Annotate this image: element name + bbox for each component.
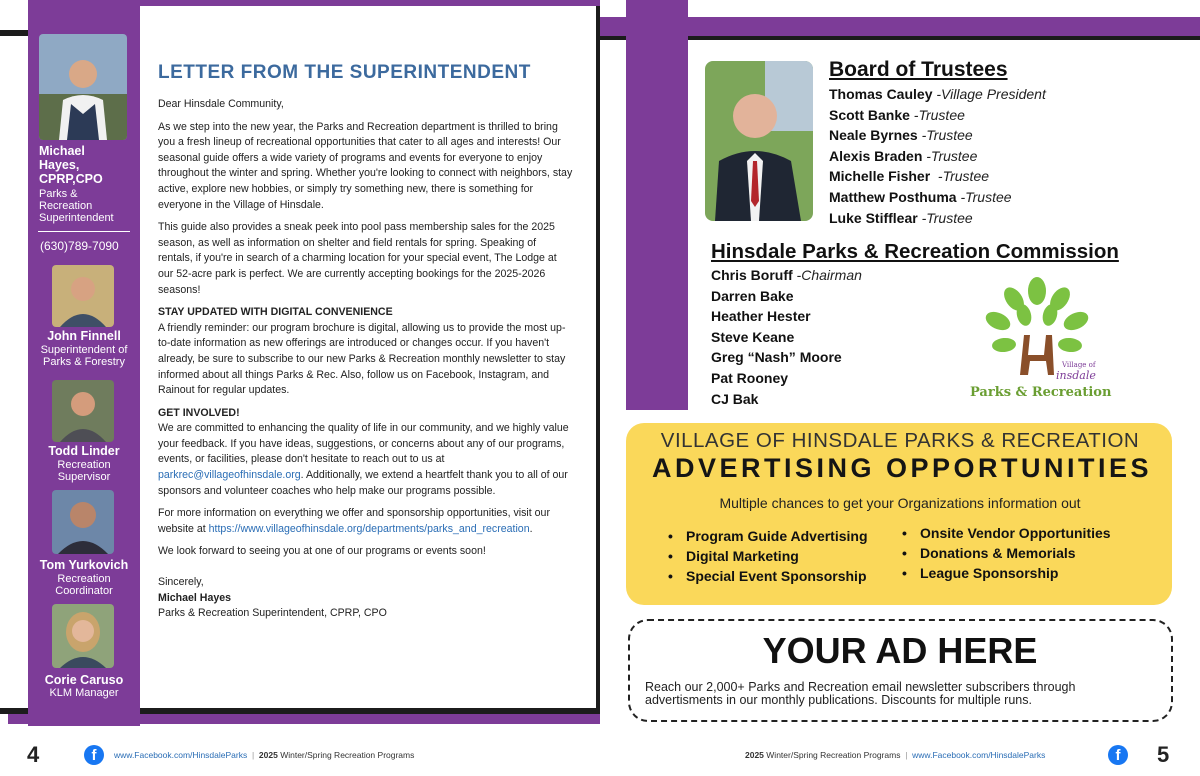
list-item: • Digital Marketing [668, 546, 868, 566]
thomas-cauley-photo [705, 61, 813, 221]
letter-heading-digital: STAY UPDATED WITH DIGITAL CONVENIENCE [158, 306, 393, 319]
advertising-title: ADVERTISING OPPORTUNITIES [651, 453, 1153, 483]
letter-signer-title: Parks & Recreation Superintendent, CPRP, CPO [158, 607, 387, 620]
list-item: Scott Banke -Trustee [829, 106, 965, 123]
staff-name-finnell: John Finnell [47, 329, 121, 343]
letter-signer: Michael Hayes [158, 591, 232, 604]
person-photo-icon [52, 490, 114, 554]
list-item: Pat Rooney [711, 369, 789, 386]
staff-name-linder: Todd Linder [48, 444, 120, 458]
letter-paragraph-5: For more information on everything we offer and sponsorship opportunities, visit our website at https://www.villageofhinsdale.org/departments/parks_and_recreation. [158, 507, 550, 535]
staff-name-caruso: Corie Caruso [44, 673, 124, 687]
advertising-line: Multiple chances to get your Organizations information out [719, 495, 1081, 511]
staff-name-hayes: Michael Hayes, CPRP,CPO [39, 144, 103, 186]
advertising-list-left [668, 526, 868, 586]
facebook-icon[interactable]: f [84, 745, 104, 765]
list-item: • Special Event Sponsorship [668, 566, 868, 586]
list-item: Luke Stifflear -Trustee [829, 209, 973, 226]
commission-list [711, 265, 862, 409]
page-number-left: 4 [27, 742, 40, 767]
left-right-dark-edge [596, 6, 600, 708]
commission-title: Hinsdale Parks & Recreation Commission [711, 240, 1119, 263]
list-item: Chris Boruff -Chairman [711, 267, 862, 283]
tree-logo-icon [962, 275, 1112, 403]
facebook-link[interactable]: www.Facebook.com/HinsdaleParks [114, 750, 248, 760]
trustees-title: Board of Trustees [829, 58, 1008, 81]
staff-title-yurkovich: Recreation Coordinator [55, 573, 113, 597]
list-item: • Donations & Memorials [902, 543, 1111, 563]
staff-title-linder: Recreation Supervisor [57, 459, 111, 483]
letter-paragraph-3: A friendly reminder: our program brochure is digital, allowing us to provide the most up-to-date information as new offerings are introduced or changes occur. If you haven't already, be sure to subscribe to our new Parks & Recreation monthly newsletter to stay informed about all things Parks & Rec. Also, follow us on Facebook, Instagram, and Rainout for regular updates. [158, 321, 566, 397]
list-item: Darren Bake [711, 287, 794, 304]
list-item: Greg “Nash” Moore [711, 349, 842, 366]
person-photo-icon [52, 604, 114, 668]
list-item: Thomas Cauley -Village President [829, 86, 1046, 102]
footer-right: 2025 Winter/Spring Recreation Programs | www.Facebook.com/HinsdaleParks [745, 750, 1046, 760]
letter-paragraph-4: We are committed to enhancing the quality of life in our community, and we highly value your feedback. If you have ideas, suggestions, or concerns about any of our programs, events, or facilities, please don't hesitate to reach out to us at parkrec@villageofhinsdale.org. Additionally, we extend a heartfelt thank you to all of our sponsors and volunteer coaches who help make our programs possible. [158, 422, 569, 497]
right-dark-gap [600, 36, 626, 40]
advertising-subtitle: VILLAGE OF HINSDALE PARKS & RECREATION [660, 429, 1140, 452]
page-number-right: 5 [1157, 742, 1170, 767]
facebook-icon[interactable]: f [1108, 745, 1128, 765]
left-top-dark-bar [0, 30, 28, 36]
letter-paragraph-1: As we step into the new year, the Parks and Recreation department is thrilled to bring you a fresh lineup of recreational opportunities that cater to all ages and interests! Our seasonal guide offers a wide variety of programs and events for everyone to enjoy throughout the winter and spring. Whether you're looking to connect with neighbors, stay active, explore new hobbies, or simply try something new, there is something for everyone in the Village of Hinsdale. [158, 120, 573, 211]
letter-paragraph-2: This guide also provides a sneak peek into pool pass membership sales for the 2025 season, as well as information on shelter and field rentals for spring. Speaking of rentals, if you're in search of a charming location for your special event, The Lodge at our 52-acre park is perfect. We are currently accepting bookings for the 2025-2026 seasons! [158, 221, 557, 296]
person-photo-icon [705, 61, 813, 221]
advertising-list-right [902, 523, 1111, 583]
person-photo-icon [52, 380, 114, 442]
trustees-list [829, 84, 1046, 228]
email-link[interactable]: parkrec@villageofhinsdale.org [158, 469, 301, 482]
list-item: • League Sponsorship [902, 563, 1111, 583]
list-item: Heather Hester [711, 308, 811, 325]
list-item: Neale Byrnes -Trustee [829, 127, 973, 144]
person-photo-icon [52, 265, 114, 327]
john-finnell-photo [52, 265, 114, 327]
tom-yurkovich-photo [52, 490, 114, 554]
list-item: Matthew Posthuma -Trustee [829, 188, 1012, 205]
list-item: Steve Keane [711, 328, 795, 345]
logo-hinsdale-text: insdale [1056, 369, 1096, 382]
logo-tagline: Parks & Recreation [970, 385, 1112, 400]
staff-title-hayes: Parks & Recreation Superintendent [39, 188, 114, 224]
hinsdale-parks-logo [962, 275, 1112, 403]
right-top-purple-band [600, 17, 1200, 36]
letter-heading-involved: GET INVOLVED! [158, 406, 240, 419]
staff-name-yurkovich: Tom Yurkovich [39, 558, 129, 572]
letter-greeting: Dear Hinsdale Community, [158, 98, 284, 110]
michael-hayes-photo [39, 34, 127, 140]
footer-left: www.Facebook.com/HinsdaleParks | 2025 Winter/Spring Recreation Programs [114, 750, 415, 760]
letter-paragraph-6: We look forward to seeing you at one of our programs or events soon! [158, 545, 486, 558]
list-item: Alexis Braden -Trustee [829, 147, 978, 164]
staff-title-caruso: KLM Manager [49, 687, 119, 699]
todd-linder-photo [52, 380, 114, 442]
staff-title-finnell: Superintendent of Parks & Forestry [40, 344, 128, 368]
facebook-link[interactable]: www.Facebook.com/HinsdaleParks [912, 750, 1046, 760]
sidebar-divider [38, 231, 130, 232]
letter-body [158, 97, 573, 622]
letter-title: LETTER FROM THE SUPERINTENDENT [158, 62, 531, 83]
your-ad-description: Reach our 2,000+ Parks and Recreation email newsletter subscribers through advertisments in our monthly publications. Discounts for multiple runs. [645, 680, 1076, 707]
logo-village-text: Village of [1062, 361, 1096, 369]
person-photo-icon [39, 34, 127, 140]
corie-caruso-photo [52, 604, 114, 668]
staff-phone-hayes: (630)789-7090 [40, 239, 119, 253]
your-ad-title: YOUR AD HERE [762, 630, 1038, 671]
right-top-dark-bar [688, 36, 1200, 40]
list-item: CJ Bak [711, 390, 759, 407]
letter-closing: Sincerely, [158, 576, 204, 589]
list-item: Michelle Fisher -Trustee [829, 168, 990, 185]
right-vertical-purple-bar [626, 0, 688, 410]
list-item: • Program Guide Advertising [668, 526, 868, 546]
website-link[interactable]: https://www.villageofhinsdale.org/departments/parks_and_recreation [208, 522, 530, 535]
list-item: • Onsite Vendor Opportunities [902, 523, 1111, 543]
